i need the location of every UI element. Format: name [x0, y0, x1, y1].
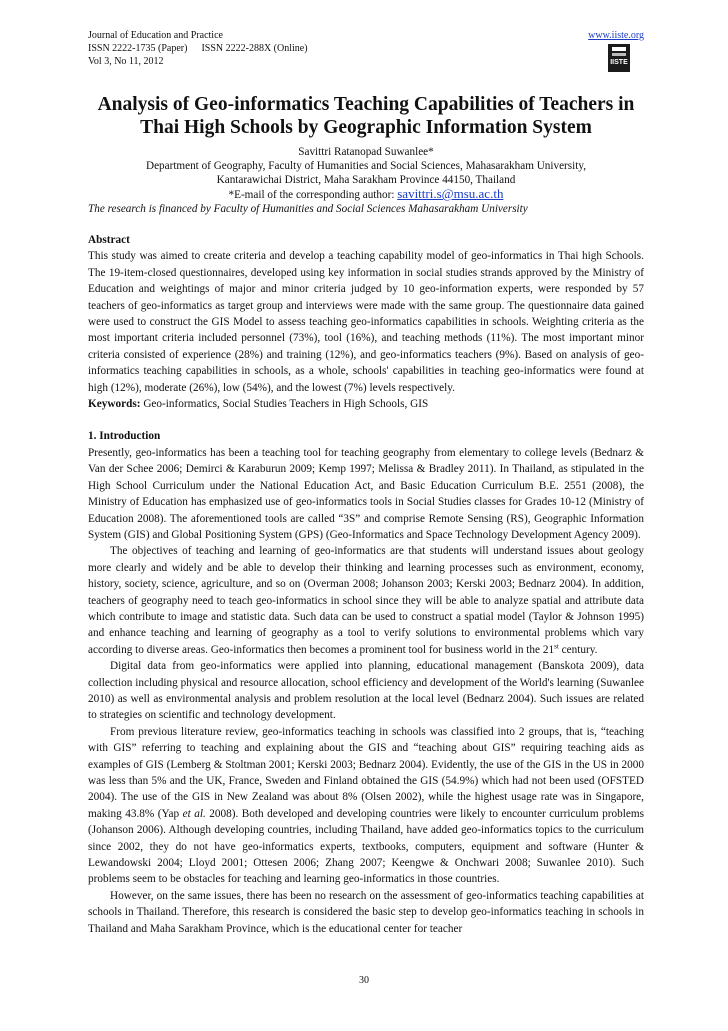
- issn-print: ISSN 2222-1735 (Paper): [88, 43, 188, 54]
- journal-header: [88, 0, 644, 78]
- journal-url-link[interactable]: www.iiste.org: [588, 30, 644, 41]
- journal-name: Journal of Education and Practice: [88, 30, 223, 41]
- et-al: et al.: [182, 807, 206, 820]
- introduction-section: [88, 428, 644, 937]
- intro-paragraph-1: Presently, geo-informatics has been a teaching tool for teaching geography from elementary to college levels (Bednarz & Van der Schee 2006; Demirci & Karaburun 2009; Kemp 1997; Melissa & Bradley 2011). In Thailand, as stipulated in the High School Curriculum under the National Education Act, and Basic Education Curriculum B.E. 2551 (2008), the Ministry of Education has emphasized use of geo-informatics tools in Social Studies classes for Grades 10-12 (Ministry of Education 2008). The aforementioned tools are called “3S” and comprise Remote Sensing (RS), Geographic Information System (GIS) and Global Positioning System (GPS) (Geo-Informatics and Space Technology Development Agency 2009).: [88, 446, 644, 541]
- abstract-text: This study was aimed to create criteria and develop a teaching capability model of geo-informatics in Thai high Schools. The 19-item-closed questionnaires, developed using key information in social studies strands approved by the Ministry of Education and weightings of major and minor criteria judged by 10 geo-information experts, were responded by 57 teachers of geo-informatics as target group and interviews were made with the same group. The questionnaire data gained were used to construct the GIS Model to assess teaching geo-informatics capabilities in schools. Weighting criteria as the most important criteria included personnel (73%), tool (16%), and teaching methods (11%). The most important minor criteria consisted of experience (28%) and training (12%), and geo-informatics teachers (9%). Based on analysis of geo-informatics teaching capabilities in schools, as a whole, schools' capabilities in teaching geo-informatics were found at high (12%), moderate (26%), low (54%), and the lowest (7%) levels respectively.: [88, 250, 644, 394]
- keywords-label: Keywords:: [88, 398, 141, 411]
- affiliation-line-1: Department of Geography, Faculty of Humanities and Social Sciences, Mahasarakham University,: [145, 160, 586, 172]
- intro-paragraph-3: Digital data from geo-informatics were applied into planning, educational management (Banskota 2009), data collection including physical and resource allocation, school efficiency and development of the World's learning (Suwanlee 2010) as well as environmental analysis and problem resolution at the local level (Bednarz 2004). Such issues are related to strategies on scientific and technology development.: [88, 660, 644, 722]
- funding-note: The research is financed by Faculty of Humanities and Social Sciences Mahasarakham University: [88, 203, 528, 215]
- intro-paragraph-2: The objectives of teaching and learning of geo-informatics are that students will understand issues about geology more clearly and widely and be able to develop their thinking and learning processes such as environment, economy, history, society, science, agriculture, and so on (Overman 2008; Johanson 2003; Kerski 2003; Bednarz 2004). In addition, teachers of geography need to teach geo-informatics in school since they will be able to analyze spatial and attribute data which contribute to image and statistic data. Such data can be used to construct a spatial model (Taylor & Johnson 1995) and enhance teaching and learning of geography as a tool to verify solutions to environmental problems which vary according to diverse areas. Geo-informatics then becomes a prominent tool for business world in the 21st century.: [88, 545, 644, 656]
- page-number: 30: [359, 975, 369, 986]
- introduction-heading: 1. Introduction: [88, 430, 161, 443]
- affiliation-line-2: Kantarawichai District, Maha Sarakham Province 44150, Thailand: [216, 174, 516, 186]
- email-link[interactable]: savittri.s@msu.ac.th: [397, 186, 504, 201]
- author-name: Savittri Ratanopad Suwanlee*: [298, 146, 434, 158]
- logo-text: IISTE: [610, 59, 628, 66]
- abstract-heading: Abstract: [88, 234, 130, 246]
- iiste-logo-icon: [608, 44, 630, 72]
- author-block: [88, 145, 644, 202]
- title-line-2: Thai High Schools by Geographic Information System: [140, 117, 592, 138]
- issn-online: ISSN 2222-288X (Online): [201, 43, 308, 54]
- intro-paragraph-5: However, on the same issues, there has been no research on the assessment of geo-informatics teaching capabilities at schools in Thailand. Therefore, this research is considered the basic step to develop geo-informatics teaching in schools in Thailand and Maha Sarakham Province, which is the educational center for teacher: [88, 889, 644, 935]
- abstract-section: [88, 232, 644, 412]
- email-label: *E-mail of the corresponding author:: [228, 189, 395, 201]
- title-line-1: Analysis of Geo-informatics Teaching Capabilities of Teachers in: [97, 94, 635, 115]
- volume-info: Vol 3, No 11, 2012: [88, 56, 164, 67]
- keywords-text: Geo-informatics, Social Studies Teachers in High Schools, GIS: [143, 398, 429, 411]
- issn-line: [88, 42, 644, 55]
- superscript-st: st: [554, 642, 559, 650]
- intro-paragraph-4: From previous literature review, geo-informatics teaching in schools was classified into 2 groups, that is, “teaching with GIS” referring to teaching and explaining about the GIS and “teaching about GIS” requiring teaching aids as examples of GIS (Lemberg & Stoltman 2001; Kerski 2003; Bednarz 2004). Evidently, the use of the GIS in the US in 2000 was less than 5% and the UK, France, Sweden and Finland obtained the GIS (54.9%) which had not been used (OFSTED 2004). The use of the GIS in New Zealand was about 8% (Olsen 2002), while the highest usage rate was in Singapore, making 43.8% (Yap et al. 2008). Both developed and developing countries were likely to encounter curriculum problems (Johanson 2006). Although developing countries, including Thailand, have added geo-informatics topics to the curriculum since 2002, they do not have geo-informatics experts, textbooks, computers, equipment and software (Hunter & Lewandowski 2004; Lloyd 2001; Ottesen 2006; Zhang 2007; Keengwe & Onchwari 2008; Suwanlee 2010). Such problems seem to be obstacles for teaching and learning geo-informatics in those countries.: [88, 725, 644, 886]
- paper-title: [82, 93, 650, 139]
- email-line: [88, 187, 644, 202]
- keywords-line: [88, 396, 644, 412]
